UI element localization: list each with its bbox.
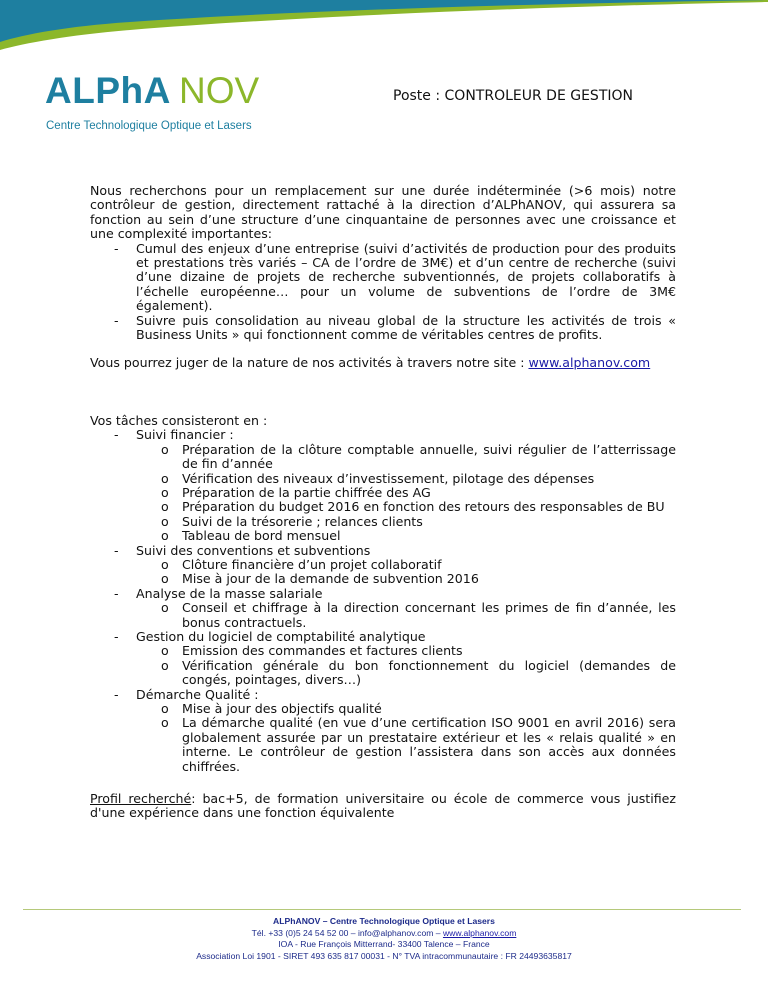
footer-contact: Tél. +33 (0)5 24 54 52 00 – info@alphanov.com – www.alphanov.com	[251, 927, 517, 938]
logo-tagline: Centre Technologique Optique et Lasers	[46, 120, 252, 132]
logo-nov-text: NOV	[179, 70, 260, 111]
task-group: - Gestion du logiciel de comptabilité analytique o Emission des commandes et factures clients o Vérification générale du bon fonctionnement du logiciel (demandes de congés, pointages, divers…)	[90, 630, 676, 688]
tasks-title: Vos tâches consisteront en :	[90, 412, 268, 428]
logo-main-text: ALPhA	[45, 70, 171, 111]
footer-company: ALPhANOV – Centre Technologique Optique et Lasers	[273, 916, 495, 926]
intro-bullet: - Cumul des enjeux d’une entreprise (suivi d’activités de production pour des produits et prestations très variés – CA de l’ordre de 3M€) et d’un centre de recherche (suivi d’une dizaine de projets de recherche subventionnés, de projets collaboratifs à l’échelle européenne… pour un volume de subventions de l’ordre de 3M€ également).	[114, 240, 676, 314]
task-item: o Préparation de la partie chiffrée des AG	[161, 484, 431, 500]
task-group: - Analyse de la masse salariale o Conseil et chiffrage à la direction concernant les primes de fin d’année, les bonus contractuels.	[90, 587, 676, 630]
site-paragraph: Vous pourrez juger de la nature de nos activités à travers notre site : www.alphanov.com	[90, 355, 651, 371]
task-item: o Emission des commandes et factures clients	[161, 643, 463, 659]
intro-list	[90, 242, 676, 343]
task-item: o Vérification générale du bon fonctionnement du logiciel (demandes de congés, pointages, divers…)	[161, 657, 676, 688]
profile-label: Profil recherché	[90, 791, 192, 807]
task-item: o Clôture financière d’un projet collaboratif	[161, 556, 442, 572]
task-group: - Démarche Qualité : o Mise à jour des objectifs qualité o La démarche qualité (en vue d’une certification ISO 9001 en avril 2016) sera globalement assurée par un prestataire extérieur et les « relais qualité » en interne. Le contrôleur de gestion l’assistera dans son accès aux données chiffrées.	[90, 688, 676, 774]
task-item: o Préparation du budget 2016 en fonction des retours des responsables de BU	[161, 499, 665, 515]
footer	[0, 916, 768, 962]
task-item: o Préparation de la clôture comptable annuelle, suivi régulier de l’atterrissage de fin d’année	[161, 441, 676, 472]
footer-website-link[interactable]: www.alphanov.com	[442, 927, 517, 938]
task-item: o Conseil et chiffrage à la direction concernant les primes de fin d’année, les bonus contractuels.	[161, 600, 676, 630]
task-item: o La démarche qualité (en vue d’une certification ISO 9001 en avril 2016) sera globalement assurée par un prestataire extérieur et les « relais qualité » en interne. Le contrôleur de gestion l’assistera dans son accès aux données chiffrées.	[161, 715, 676, 774]
footer-legal: Association Loi 1901 - SIRET 493 635 817 00031 - N° TVA intracommunautaire : FR 24493635817	[196, 950, 572, 961]
website-link[interactable]: www.alphanov.com	[528, 355, 651, 371]
footer-divider	[23, 909, 741, 910]
intro-bullet: - Suivre puis consolidation au niveau global de la structure les activités de trois « Business Units » qui fonctionnent comme de véritables centres de profits.	[114, 312, 676, 343]
profile-paragraph: Profil recherché: bac+5, de formation universitaire ou école de commerce vous justifiez d'une expérience dans une fonction équivalente	[90, 791, 676, 821]
task-group: - Suivi des conventions et subventions o Clôture financière d’un projet collaboratif o Mise à jour de la demande de subvention 2016	[90, 544, 676, 587]
task-group: - Suivi financier : o Préparation de la clôture comptable annuelle, suivi régulier de l’atterrissage de fin d’année o Vérification des niveaux d’investissement, pilotage des dépenses o Préparation de la partie chiffrée des AG o Préparation du budget 2016 en fonction des retours des responsables de BU o Suivi de la trésorerie ; relances clients o Tableau de bord mensuel	[90, 428, 676, 543]
alphanov-logo	[45, 70, 260, 140]
footer-address: IOA - Rue François Mitterrand- 33400 Talence – France	[278, 939, 490, 949]
job-title: Poste : CONTROLEUR DE GESTION	[393, 88, 633, 104]
task-item: o Suivi de la trésorerie ; relances clients	[161, 513, 423, 529]
task-item: o Tableau de bord mensuel	[161, 528, 341, 544]
task-item: o Mise à jour de la demande de subvention 2016	[161, 571, 479, 587]
intro-paragraph: Nous recherchons pour un remplacement sur une durée indéterminée (>6 mois) notre contrôleur de gestion, directement rattaché à la direction d’ALPhANOV, qui assurera sa fonction au sein d’une structure d’une cinquantaine de personnes avec une croissance et une complexité importantes:	[90, 183, 676, 242]
document-body	[90, 184, 676, 821]
tasks-list	[90, 428, 676, 774]
task-item: o Vérification des niveaux d’investissement, pilotage des dépenses	[161, 470, 595, 486]
task-item: o Mise à jour des objectifs qualité	[161, 701, 382, 716]
header-swoosh	[0, 0, 768, 62]
